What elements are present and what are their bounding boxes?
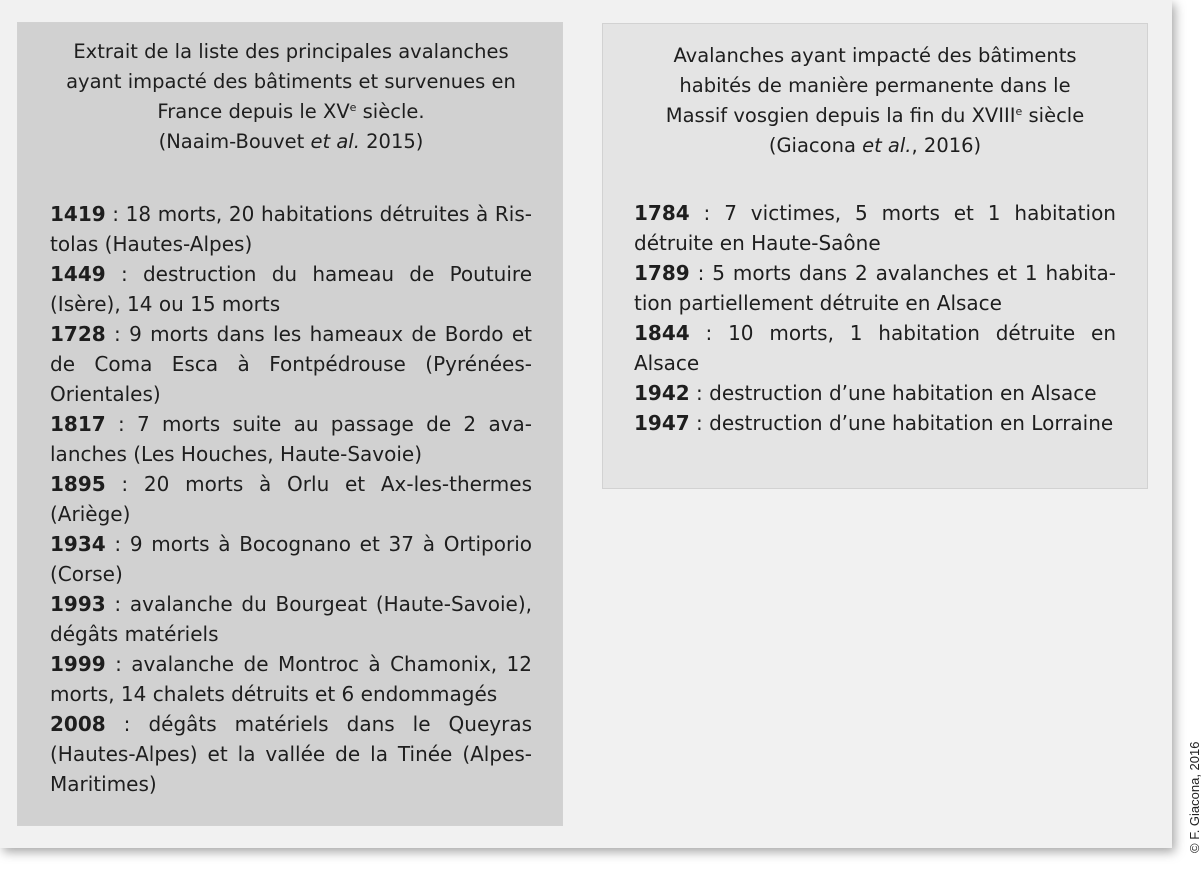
entry-1419: 1419 : 18 morts, 20 habitations détruites à Ristolas (Hautes-Alpes) xyxy=(50,202,533,256)
entry-year: 1895 xyxy=(50,472,106,496)
entry-text: destruction d’une habitation en Alsace xyxy=(709,381,1097,405)
entry-year: 1993 xyxy=(50,592,106,616)
entry-text: destruction du hameau de Poutuire (Isère), 14 ou 15 morts xyxy=(50,262,532,316)
right-panel-title xyxy=(634,41,1116,161)
left-title-line-2: ayant impacté des bâtiments et survenues en xyxy=(66,70,516,93)
entry-text: 20 morts à Orlu et Ax-les-thermes (Ariège) xyxy=(50,472,533,526)
entry-text: 9 morts à Bocognano et 37 à Ortiporio (Corse) xyxy=(50,532,532,586)
entry-text: 7 victimes, 5 morts et 1 habitation détruite en Haute-Saône xyxy=(634,201,1116,255)
left-title-line-3: France depuis le XVe siècle. xyxy=(157,100,425,123)
entry-text: 18 morts, 20 habitations détruites à Ristolas (Hautes-Alpes) xyxy=(50,202,533,256)
entry-year: 1789 xyxy=(634,261,690,285)
left-panel xyxy=(17,22,563,826)
entry-text: 7 morts suite au passage de 2 avalanches (Les Houches, Haute-Savoie) xyxy=(50,412,533,466)
entry-text: 9 morts dans les hameaux de Bordo et de Coma Esca à Fontpédrouse (Pyrénées-Orientales) xyxy=(50,322,532,406)
right-citation: (Giacona et al., 2016) xyxy=(768,134,982,157)
entry-year: 1999 xyxy=(50,652,106,676)
entry-text: dégâts matériels dans le Queyras (Hautes-Alpes) et la vallée de la Tinée (Alpes-Maritimes) xyxy=(50,712,533,796)
superscript: e xyxy=(349,101,357,114)
right-title-line-2: habités de manière permanente dans le xyxy=(679,74,1071,97)
entry-1895: 1895 : 20 morts à Orlu et Ax-les-thermes (Ariège) xyxy=(50,472,533,526)
entry-year: 1942 xyxy=(634,381,690,405)
right-entry-list xyxy=(634,198,1116,438)
entry-text: 5 morts dans 2 avalanches et 1 habitation partiellement détruite en Alsace xyxy=(634,261,1116,315)
entry-1934: 1934 : 9 morts à Bocognano et 37 à Ortiporio (Corse) xyxy=(50,532,532,586)
entry-year: 1844 xyxy=(634,321,690,345)
entry-text: destruction d’une habitation en Lorraine xyxy=(709,411,1114,435)
left-entry-list xyxy=(50,199,532,799)
entry-year: 1419 xyxy=(50,202,106,226)
entry-2008: 2008 : dégâts matériels dans le Queyras (Hautes-Alpes) et la vallée de la Tinée (Alpes-Maritimes) xyxy=(50,712,533,796)
entry-year: 2008 xyxy=(50,712,106,736)
entry-1942: 1942 : destruction d’une habitation en Alsace xyxy=(634,381,1097,405)
copyright-note: © F. Giacona, 2016 xyxy=(1187,741,1202,853)
entry-1449: 1449 : destruction du hameau de Poutuire (Isère), 14 ou 15 morts xyxy=(50,262,532,316)
left-citation: (Naaim-Bouvet et al. 2015) xyxy=(158,130,424,153)
entry-text: 10 morts, 1 habitation détruite en Alsace xyxy=(634,321,1116,375)
left-panel-title xyxy=(50,37,532,157)
entry-year: 1728 xyxy=(50,322,106,346)
entry-1993: 1993 : avalanche du Bourgeat (Haute-Savoie), dégâts matériels xyxy=(50,592,532,646)
entry-text: avalanche du Bourgeat (Haute-Savoie), dégâts matériels xyxy=(50,592,532,646)
entry-year: 1947 xyxy=(634,411,690,435)
entry-year: 1449 xyxy=(50,262,106,286)
right-title-line-1: Avalanches ayant impacté des bâtiments xyxy=(673,44,1077,67)
entry-year: 1784 xyxy=(634,201,690,225)
entry-1728: 1728 : 9 morts dans les hameaux de Bordo et de Coma Esca à Fontpédrouse (Pyrénées-Orientales) xyxy=(50,322,532,406)
entry-year: 1934 xyxy=(50,532,106,556)
entry-1784: 1784 : 7 victimes, 5 morts et 1 habitation détruite en Haute-Saône xyxy=(634,201,1116,255)
entry-year: 1817 xyxy=(50,412,106,436)
entry-text: avalanche de Montroc à Chamonix, 12 morts, 14 chalets détruits et 6 endommagés xyxy=(50,652,533,706)
entry-1844: 1844 : 10 morts, 1 habitation détruite en Alsace xyxy=(634,321,1116,375)
superscript: e xyxy=(1015,105,1023,118)
entry-1947: 1947 : destruction d’une habitation en Lorraine xyxy=(634,411,1114,435)
right-panel xyxy=(602,23,1148,489)
right-title-line-3: Massif vosgien depuis la fin du XVIIIe siècle xyxy=(665,104,1085,127)
entry-1999: 1999 : avalanche de Montroc à Chamonix, 12 morts, 14 chalets détruits et 6 endommagés xyxy=(50,652,533,706)
entry-1789: 1789 : 5 morts dans 2 avalanches et 1 habitation partiellement détruite en Alsace xyxy=(634,261,1116,315)
entry-1817: 1817 : 7 morts suite au passage de 2 avalanches (Les Houches, Haute-Savoie) xyxy=(50,412,533,466)
left-title-line-1: Extrait de la liste des principales avalanches xyxy=(73,40,509,63)
